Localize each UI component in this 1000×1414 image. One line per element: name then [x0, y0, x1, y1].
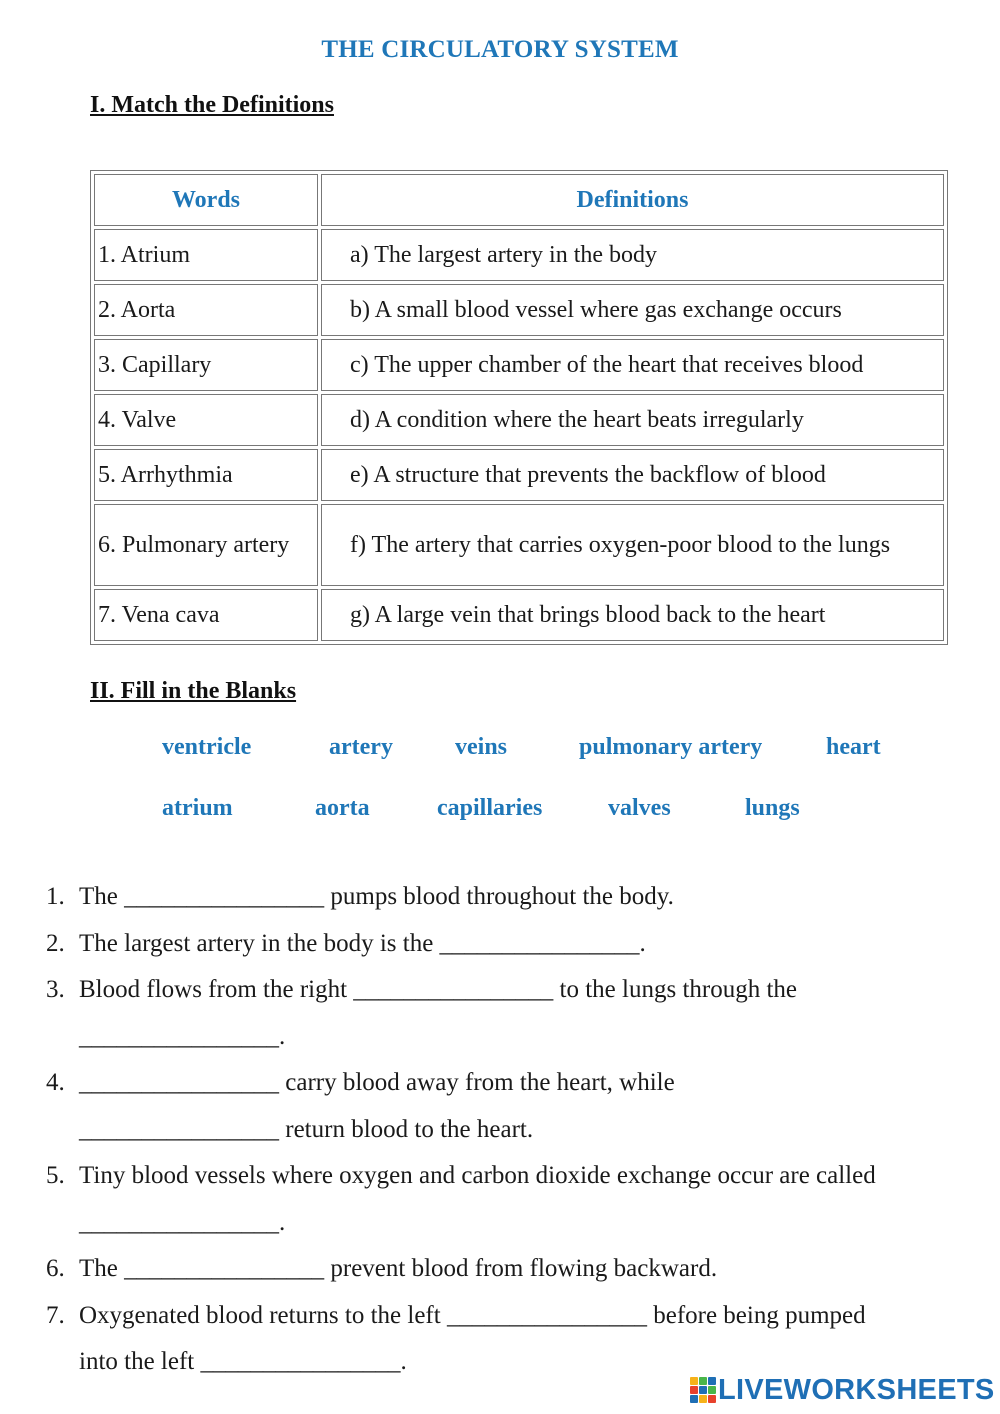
question-1	[46, 874, 966, 921]
answer-blank[interactable]: ________________	[200, 1348, 401, 1375]
brand-logo	[690, 1372, 995, 1408]
match-table	[90, 170, 948, 645]
liveworksheets-logo-icon	[690, 1377, 716, 1403]
question-list	[46, 874, 966, 1386]
word-bank-row	[0, 795, 1000, 835]
bank-word: heart	[826, 734, 881, 760]
question-number: 4.	[46, 1069, 65, 1096]
section-heading-match: I. Match the Definitions	[90, 92, 334, 118]
answer-blank[interactable]: ________________	[79, 1115, 279, 1143]
question-text: The	[79, 1255, 125, 1282]
question-text: before being pumped	[646, 1301, 866, 1329]
table-header-row	[94, 174, 944, 226]
question-text: Tiny blood vessels where oxygen and carbon dioxide exchange occur are called	[79, 1162, 876, 1189]
question-text: carry blood away from the heart, while	[279, 1069, 675, 1096]
answer-blank[interactable]: ________________	[353, 976, 554, 1003]
definition-cell: b) A small blood vessel where gas exchange occurs	[321, 284, 944, 336]
bank-word: artery	[329, 734, 393, 760]
question-6	[46, 1246, 966, 1293]
answer-blank[interactable]: ________________	[79, 1208, 279, 1236]
answer-blank[interactable]: ________________	[446, 1301, 647, 1329]
question-text: Blood flows from the right	[79, 976, 354, 1003]
question-line	[79, 1014, 966, 1061]
bank-word: capillaries	[437, 795, 543, 821]
brand-name: LIVEWORKSHEETS	[718, 1373, 995, 1406]
question-line	[79, 1200, 966, 1247]
question-5	[46, 1153, 966, 1246]
word-bank-row	[0, 734, 1000, 774]
definition-cell: e) A structure that prevents the backflow of blood	[321, 449, 944, 501]
bank-word: pulmonary artery	[579, 734, 763, 760]
word-cell: 6. Pulmonary artery	[94, 504, 318, 586]
definition-cell: f) The artery that carries oxygen-poor blood to the lungs	[321, 504, 944, 586]
definition-cell: d) A condition where the heart beats irregularly	[321, 394, 944, 446]
question-line	[79, 1107, 966, 1154]
question-text: The largest artery in the body is the	[79, 929, 440, 957]
question-text: Oxygenated blood returns to the left	[79, 1301, 447, 1329]
word-cell: 4. Valve	[94, 394, 318, 446]
question-number: 3.	[46, 976, 65, 1003]
question-text: .	[400, 1348, 407, 1375]
bank-word: aorta	[315, 795, 370, 821]
question-text: return blood to the heart.	[279, 1115, 534, 1143]
question-number: 6.	[46, 1255, 65, 1282]
answer-blank[interactable]: ________________	[124, 1255, 325, 1282]
question-text: to the lungs through the	[553, 976, 798, 1003]
definition-cell: a) The largest artery in the body	[321, 229, 944, 281]
question-3	[46, 967, 966, 1060]
question-text: .	[279, 1208, 286, 1236]
bank-word: atrium	[162, 795, 233, 821]
table-row	[94, 284, 944, 336]
bank-word: valves	[608, 795, 671, 821]
question-text: .	[279, 1022, 286, 1050]
table-row	[94, 589, 944, 641]
question-text: into the left	[79, 1348, 201, 1375]
word-cell: 3. Capillary	[94, 339, 318, 391]
header-definitions: Definitions	[321, 174, 944, 226]
definition-cell: g) A large vein that brings blood back to the heart	[321, 589, 944, 641]
definition-cell: c) The upper chamber of the heart that receives blood	[321, 339, 944, 391]
header-words: Words	[94, 174, 318, 226]
question-text: The	[79, 883, 125, 910]
table-row	[94, 339, 944, 391]
table-row	[94, 504, 944, 586]
question-number: 2.	[46, 929, 65, 957]
bank-word: veins	[455, 734, 508, 760]
answer-blank[interactable]: ________________	[79, 1069, 279, 1096]
table-row	[94, 229, 944, 281]
bank-word: ventricle	[162, 734, 252, 760]
table-row	[94, 394, 944, 446]
page-title: THE CIRCULATORY SYSTEM	[321, 36, 679, 63]
answer-blank[interactable]: ________________	[79, 1022, 279, 1050]
question-number: 5.	[46, 1162, 65, 1189]
table-row	[94, 449, 944, 501]
answer-blank[interactable]: ________________	[124, 883, 325, 910]
question-4	[46, 1060, 966, 1153]
word-cell: 5. Arrhythmia	[94, 449, 318, 501]
question-text: .	[639, 929, 646, 957]
question-2	[46, 921, 966, 968]
section-heading-fill: II. Fill in the Blanks	[90, 678, 297, 704]
question-number: 7.	[46, 1301, 65, 1329]
question-text: pumps blood throughout the body.	[324, 883, 674, 910]
word-cell: 2. Aorta	[94, 284, 318, 336]
bank-word: lungs	[745, 795, 800, 821]
question-text: prevent blood from flowing backward.	[324, 1255, 718, 1282]
word-cell: 7. Vena cava	[94, 589, 318, 641]
word-cell: 1. Atrium	[94, 229, 318, 281]
answer-blank[interactable]: ________________	[439, 929, 640, 957]
question-number: 1.	[46, 883, 65, 910]
